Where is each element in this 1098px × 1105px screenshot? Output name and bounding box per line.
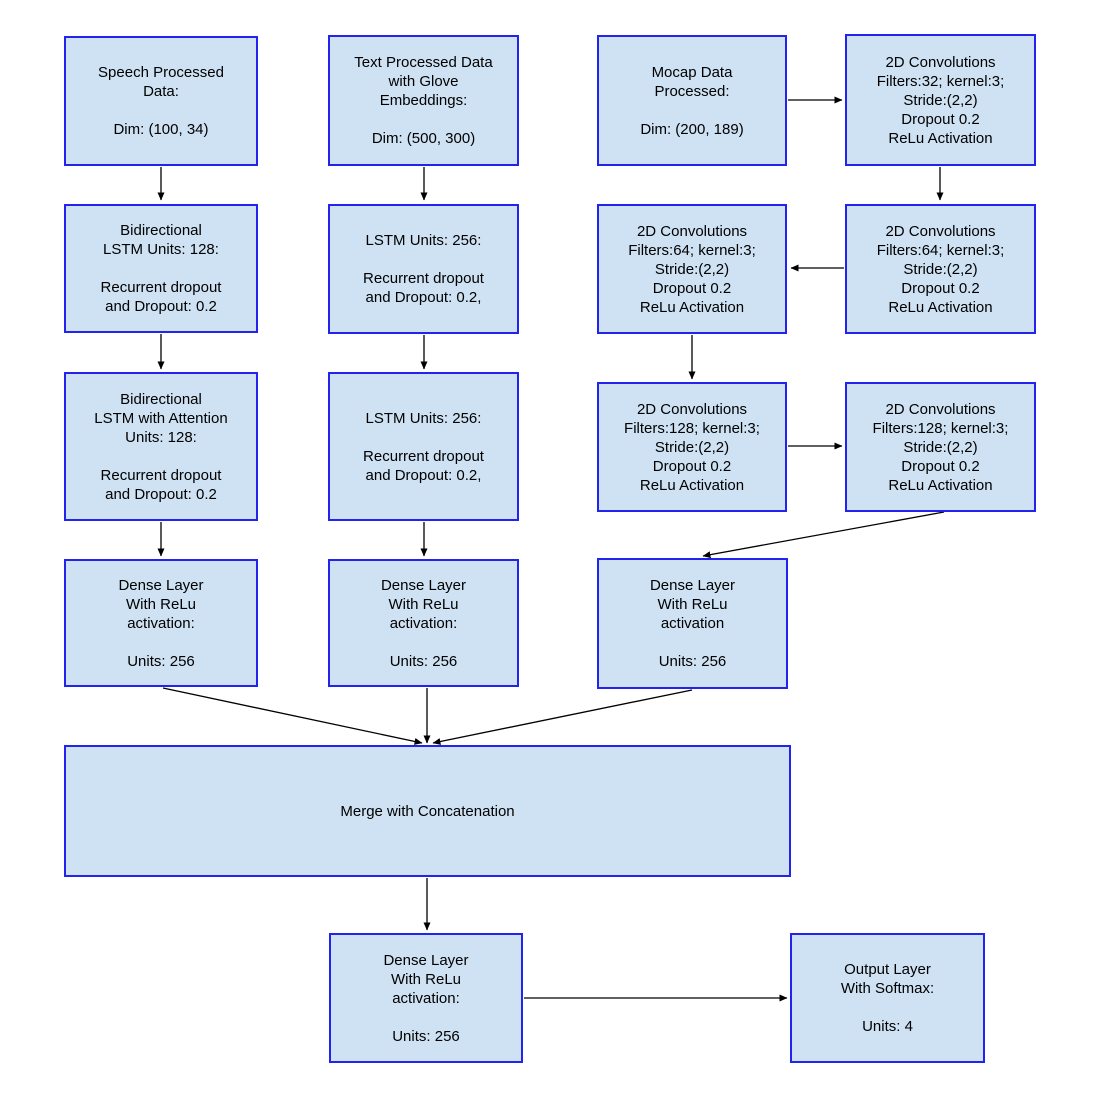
node-text-line: Dropout 0.2 (652, 457, 732, 475)
node-text-line: LSTM with Attention (94, 409, 228, 427)
node-text-line: Stride:(2,2) (654, 438, 730, 456)
node-text-line: with Glove (388, 73, 459, 90)
node-mocap-input (597, 35, 787, 166)
node-text-line: Units: 256 (127, 652, 195, 670)
node-text-line: 2D Convolutions (885, 400, 996, 418)
node-text-line (159, 101, 163, 120)
node-text-line: Units: 128: (125, 428, 197, 446)
node-text-line: Units: 256 (392, 1027, 460, 1045)
node-dense-mocap (597, 558, 788, 689)
node-text-line: Recurrent dropout (363, 447, 484, 465)
node-text-line (690, 633, 694, 652)
node-text-line: ReLu Activation (639, 476, 745, 494)
node-text-line: Dropout 0.2 (652, 279, 732, 297)
node-text-line: Units: 4 (862, 1018, 913, 1035)
node-text-line: Data: (143, 83, 179, 100)
node-text-line: Dropout 0.2 (901, 457, 980, 475)
node-text-line: activation (660, 615, 725, 632)
node-text-line: Dense Layer (383, 951, 469, 969)
node-text-line: ReLu Activation (639, 298, 745, 316)
node-conv128-left (597, 382, 787, 512)
node-text-line: Stride:(2,2) (903, 91, 978, 109)
node-text-line: Filters:128; kernel:3; (872, 419, 1009, 437)
node-speech-input (64, 36, 258, 166)
node-text-line (159, 633, 163, 652)
node-text-line: Dim: (200, 189) (640, 120, 744, 138)
node-text-line: Merge with Concatenation (340, 802, 515, 820)
node-dense-speech (64, 559, 258, 687)
node-text-line: Recurrent dropout (100, 279, 222, 296)
arrow-dense1-to-merge (163, 688, 422, 743)
node-text-line: activation: (392, 989, 460, 1007)
node-text-input (328, 35, 519, 166)
node-text-line: 2D Convolutions (885, 53, 996, 71)
node-text-line: ReLu Activation (888, 298, 993, 316)
node-dense-final (329, 933, 523, 1063)
node-text-line: With Softmax: (840, 980, 935, 997)
node-conv64-right (845, 204, 1036, 334)
node-text-line: Dropout 0.2 (901, 110, 980, 128)
node-text-line (421, 633, 425, 652)
node-text-line: Dim: (100, 34) (113, 121, 209, 138)
node-text-line: LSTM Units: 256: (365, 232, 482, 249)
node-text-line (421, 428, 425, 447)
node-text-line: and Dropout: 0.2, (365, 289, 482, 306)
node-text-line: and Dropout: 0.2 (105, 298, 217, 315)
node-text-line (885, 998, 889, 1017)
node-text-line: Stride:(2,2) (903, 260, 978, 278)
node-text-line: Filters:64; kernel:3; (628, 241, 756, 259)
node-conv64-left (597, 204, 787, 334)
node-text-line: ReLu Activation (888, 129, 993, 147)
node-bilstm (64, 204, 258, 333)
node-text-line: Filters:128; kernel:3; (624, 419, 760, 437)
node-text-line (159, 447, 163, 466)
node-bilstm-attention (64, 372, 258, 521)
node-text-line: and Dropout: 0.2 (105, 485, 217, 503)
node-text-line: LSTM Units: 256: (365, 409, 482, 427)
arrow-dense3-to-merge (433, 690, 692, 743)
node-text-line: Output Layer (844, 961, 931, 978)
node-text-line: 2D Convolutions (636, 222, 748, 240)
node-text-line: Recurrent dropout (100, 466, 222, 484)
node-text-line: Dense Layer (380, 576, 467, 594)
node-dense-text (328, 559, 519, 687)
node-text-line: activation: (389, 614, 458, 632)
node-text-line: With ReLu (390, 970, 462, 988)
node-text-line: With ReLu (388, 595, 459, 613)
node-text-line: activation: (127, 614, 195, 632)
node-text-line (421, 250, 425, 269)
node-conv128-right (845, 382, 1036, 512)
node-text-line: and Dropout: 0.2, (365, 466, 482, 484)
node-text-line: With ReLu (657, 596, 728, 613)
node-text-line (159, 259, 163, 278)
node-text-line (424, 1008, 428, 1027)
node-text-line: Processed: (654, 82, 730, 100)
node-lstm1 (328, 204, 519, 334)
node-output-layer (790, 933, 985, 1063)
node-text-line (421, 110, 425, 129)
node-text-line: 2D Convolutions (636, 400, 748, 418)
node-text-line: Dropout 0.2 (901, 279, 980, 297)
arrow-conv128-to-dense3 (703, 512, 944, 556)
node-text-line: Speech Processed (98, 64, 224, 81)
node-text-line: Bidirectional (120, 222, 202, 239)
node-merge-concatenation (64, 745, 791, 877)
node-text-line: Stride:(2,2) (654, 260, 730, 278)
node-conv32 (845, 34, 1036, 166)
node-text-line: Units: 256 (389, 652, 458, 670)
node-text-line: Filters:32; kernel:3; (876, 72, 1005, 90)
node-text-line: With ReLu (125, 595, 197, 613)
node-text-line: Mocap Data (651, 63, 733, 81)
node-text-line: Text Processed Data (354, 54, 493, 71)
node-text-line: Dense Layer (118, 576, 204, 594)
node-text-line: Recurrent dropout (363, 270, 484, 287)
node-text-line: LSTM Units: 128: (103, 241, 219, 258)
node-text-line: Dense Layer (649, 577, 736, 594)
node-text-line: ReLu Activation (888, 476, 993, 494)
node-lstm2 (328, 372, 519, 521)
node-text-line: 2D Convolutions (885, 222, 996, 240)
node-text-line: Dim: (500, 300) (371, 130, 476, 147)
node-text-line (690, 101, 694, 120)
node-text-line: Bidirectional (120, 390, 202, 408)
node-text-line: Embeddings: (379, 92, 468, 109)
node-text-line: Units: 256 (658, 653, 727, 670)
node-text-line: Filters:64; kernel:3; (876, 241, 1005, 259)
node-text-line: Stride:(2,2) (903, 438, 978, 456)
